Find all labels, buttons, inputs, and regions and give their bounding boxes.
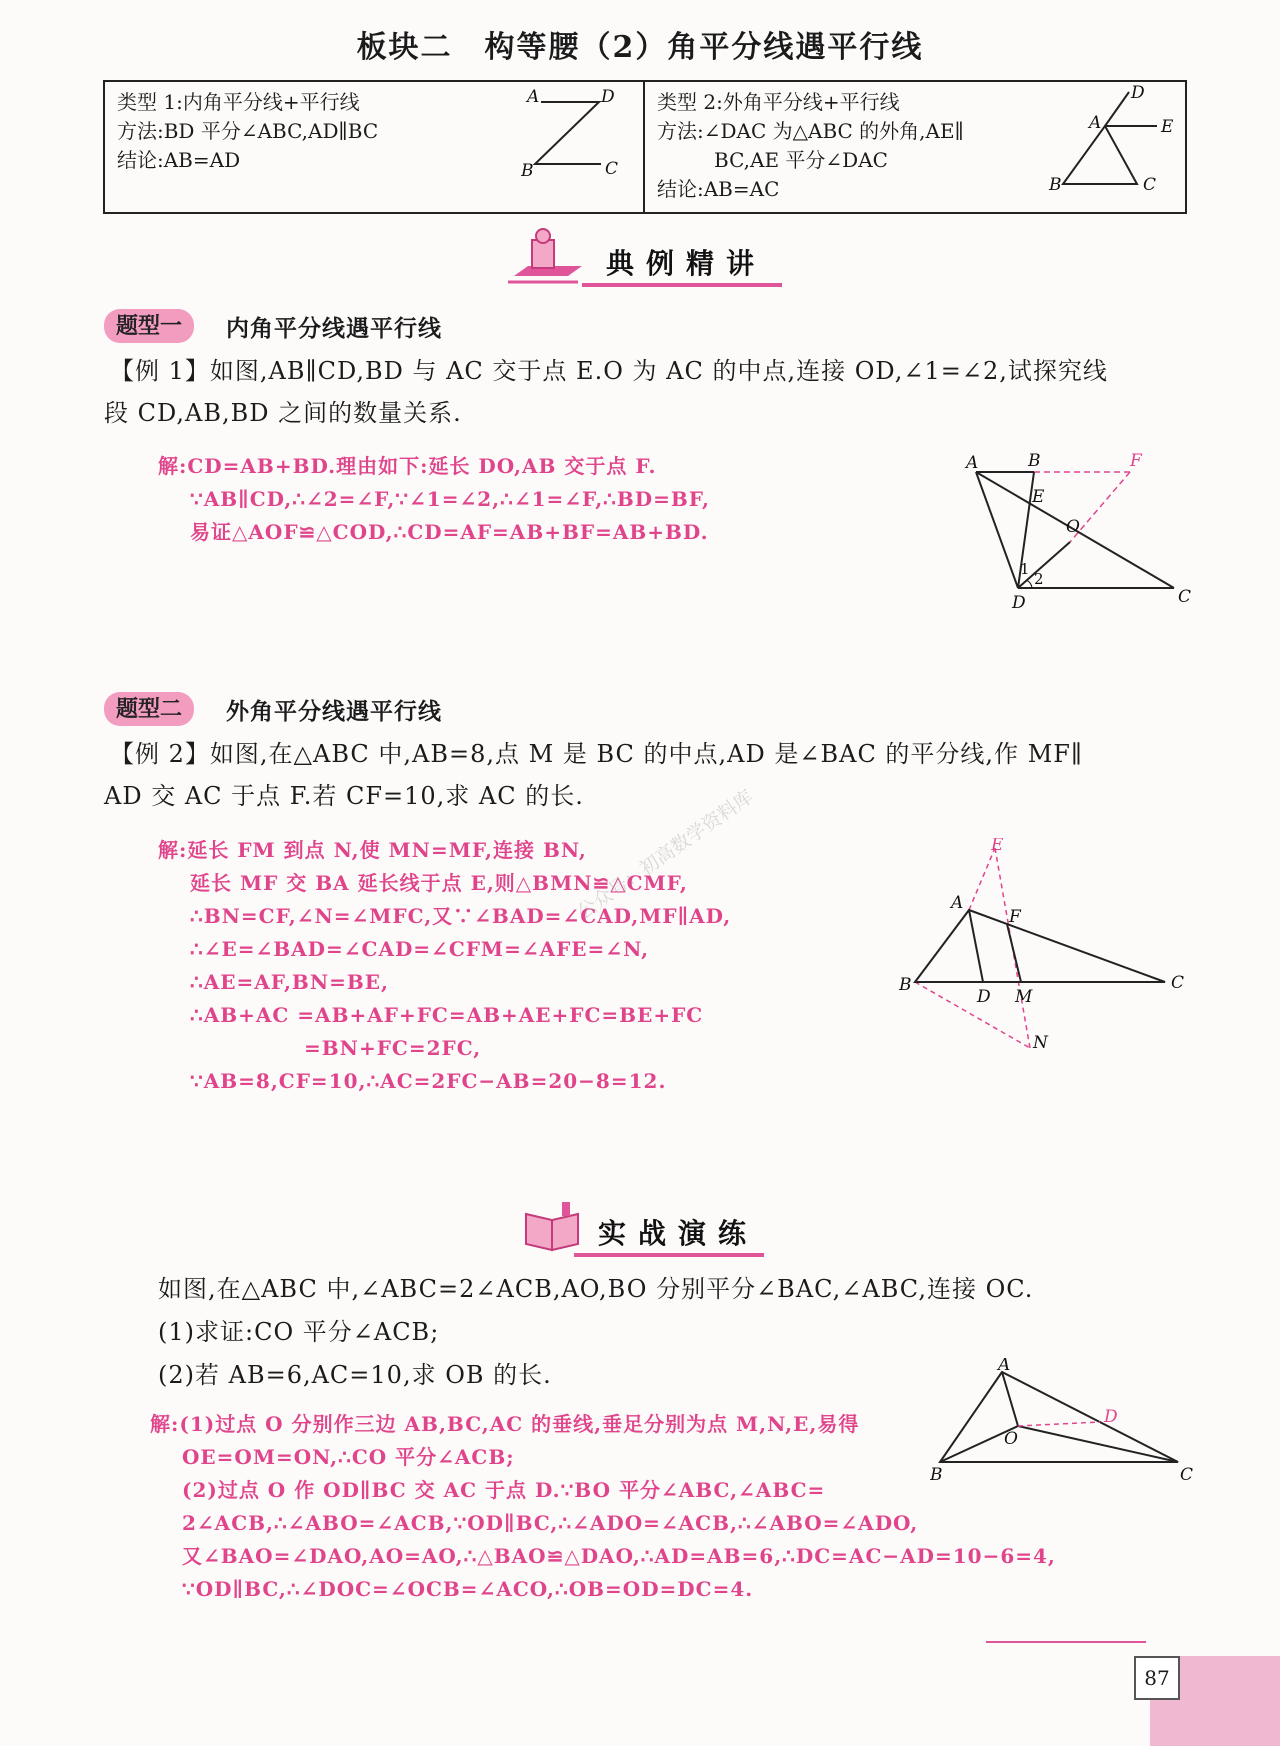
type2-label-c: C (1143, 175, 1157, 195)
type2-title: 类型 2:外角平分线+平行线 (657, 90, 900, 114)
ex1-label-f: F (1130, 451, 1142, 471)
section-heading-practice: 实战演练 (598, 1217, 759, 1250)
type2-method-line2: BC,AE 平分∠DAC (714, 148, 888, 172)
example2-solution-line2: 延长 MF 交 BA 延长线于点 E,则△BMN≌△CMF, (190, 871, 688, 895)
footer-line (986, 1641, 1146, 1643)
ex1-label-b: B (1028, 451, 1041, 471)
section-underline-examples (582, 283, 782, 287)
example2-figure (895, 838, 1195, 1053)
ex2-label-e: E (991, 838, 1004, 855)
ex1-label-d: D (1012, 593, 1026, 613)
type1-figure (521, 84, 641, 179)
type2-conclusion: 结论:AB=AC (657, 177, 780, 201)
watermark: 公众号：初高数学资料库 (573, 785, 758, 924)
practice-question (158, 1268, 1033, 1397)
ex2-label-a: A (951, 893, 964, 913)
example2-text (104, 733, 1194, 817)
example2-solution-line4: ∴∠E=∠BAD=∠CAD=∠CFM=∠AFE=∠N, (190, 937, 650, 961)
example2-solution-line7: =BN+FC=2FC, (304, 1036, 482, 1060)
type1-label-c: C (605, 159, 619, 179)
prac-label-c: C (1180, 1465, 1194, 1485)
practice-solution-line2: OE=OM=ON,∴CO 平分∠ACB; (182, 1445, 515, 1469)
prac-label-a: A (998, 1358, 1011, 1375)
practice-line2: (1)求证:CO 平分∠ACB; (158, 1318, 440, 1346)
practice-solution-line4: 2∠ACB,∴∠ABO=∠ACB,∵OD∥BC,∴∠ADO=∠ACB,∴∠ABO=∠ADO, (182, 1511, 919, 1535)
example1-line1: 【例 1】如图,AB∥CD,BD 与 AC 交于点 E.O 为 AC 的中点,连接 OD,∠1=∠2,试探究线 (110, 357, 1108, 385)
ex2-label-c: C (1171, 973, 1185, 993)
type2-label-b: B (1049, 175, 1062, 195)
section-underline-practice (574, 1253, 764, 1257)
prac-label-o: O (1004, 1429, 1018, 1449)
example1-text (104, 350, 1194, 434)
example1-figure (960, 446, 1200, 616)
ex2-label-m: M (1015, 987, 1033, 1007)
page-number: 87 (1134, 1656, 1180, 1700)
type2-label-d: D (1131, 84, 1145, 103)
example2-solution-line5: ∴AE=AF,BN=BE, (190, 970, 389, 994)
type2-method-line1: 方法:∠DAC 为△ABC 的外角,AE∥ (657, 119, 964, 143)
ex2-label-b: B (899, 975, 912, 995)
ex1-label-c: C (1178, 587, 1192, 607)
type1-label-b: B (521, 161, 534, 179)
type2-block (657, 88, 964, 204)
type1-method: 方法:BD 平分∠ABC,AD∥BC (117, 119, 379, 143)
practice-solution (150, 1408, 1056, 1606)
type2-figure (1045, 84, 1185, 199)
example2-line1: 【例 2】如图,在△ABC 中,AB=8,点 M 是 BC 的中点,AD 是∠BAC 的平分线,作 MF∥ (110, 740, 1084, 768)
topic1-title: 内角平分线遇平行线 (226, 315, 442, 342)
example1-solution (158, 450, 710, 549)
example1-solution-line2: ∵AB∥CD,∴∠2=∠F,∵∠1=∠2,∴∠1=∠F,∴BD=BF, (190, 487, 710, 511)
example1-solution-line3: 易证△AOF≌△COD,∴CD=AF=AB+BF=AB+BD. (190, 520, 709, 544)
practice-figure (930, 1358, 1200, 1488)
example2-solution-line1: 解:延长 FM 到点 N,使 MN=MF,连接 BN, (158, 838, 587, 862)
example1-line2: 段 CD,AB,BD 之间的数量关系. (104, 399, 462, 427)
topic1-tag: 题型一 (104, 309, 194, 343)
ex1-label-e: E (1032, 487, 1045, 507)
example2-solution-line6: ∴AB+AC =AB+AF+FC=AB+AE+FC=BE+FC (190, 1003, 704, 1027)
practice-solution-line5: 又∠BAO=∠DAO,AO=AO,∴△BAO≌△DAO,∴AD=AB=6,∴DC=AC−AD=10−6=4, (182, 1544, 1056, 1568)
section-heading-examples: 典例精讲 (606, 247, 767, 280)
box-divider (643, 82, 645, 212)
prac-label-b: B (930, 1465, 943, 1485)
prac-label-d: D (1104, 1407, 1118, 1427)
type2-label-e: E (1161, 117, 1174, 137)
practice-line1: 如图,在△ABC 中,∠ABC=2∠ACB,AO,BO 分别平分∠BAC,∠ABC,连接 OC. (158, 1275, 1034, 1303)
example2-solution-line3: ∴BN=CF,∠N=∠MFC,又∵∠BAD=∠CAD,MF∥AD, (190, 904, 732, 928)
type1-title: 类型 1:内角平分线+平行线 (117, 90, 360, 114)
practice-solution-line3: (2)过点 O 作 OD∥BC 交 AC 于点 D.∵BO 平分∠ABC,∠ABC= (182, 1478, 826, 1502)
book-icon (520, 1200, 586, 1256)
topic2-title: 外角平分线遇平行线 (226, 698, 442, 725)
lecture-icon (508, 226, 588, 288)
practice-solution-line1: 解:(1)过点 O 分别作三边 AB,BC,AC 的垂线,垂足分别为点 M,N,E,易得 (150, 1412, 860, 1436)
topic2-tag: 题型二 (104, 692, 194, 726)
practice-line3: (2)若 AB=6,AC=10,求 OB 的长. (158, 1361, 552, 1389)
type1-block (117, 88, 378, 175)
type2-label-a: A (1089, 113, 1102, 133)
type1-conclusion: 结论:AB=AD (117, 148, 241, 172)
intro-box (103, 80, 1187, 214)
type1-label-a: A (527, 87, 540, 107)
type1-label-d: D (601, 87, 615, 107)
example2-solution-line8: ∵AB=8,CF=10,∴AC=2FC−AB=20−8=12. (190, 1069, 667, 1093)
ex1-label-2: 2 (1034, 570, 1044, 588)
page-title: 板块二 构等腰（2）角平分线遇平行线 (356, 30, 924, 65)
example2-line2: AD 交 AC 于点 F.若 CF=10,求 AC 的长. (104, 782, 584, 810)
ex1-label-1: 1 (1020, 560, 1030, 578)
ex1-label-a: A (966, 453, 979, 473)
ex2-label-f: F (1009, 907, 1021, 927)
example1-solution-line1: 解:CD=AB+BD.理由如下:延长 DO,AB 交于点 F. (158, 454, 657, 478)
ex1-label-o: O (1066, 517, 1080, 537)
practice-solution-line6: ∵OD∥BC,∴∠DOC=∠OCB=∠ACO,∴OB=OD=DC=4. (182, 1577, 754, 1601)
ex2-label-n: N (1033, 1033, 1048, 1053)
ex2-label-d: D (977, 987, 991, 1007)
